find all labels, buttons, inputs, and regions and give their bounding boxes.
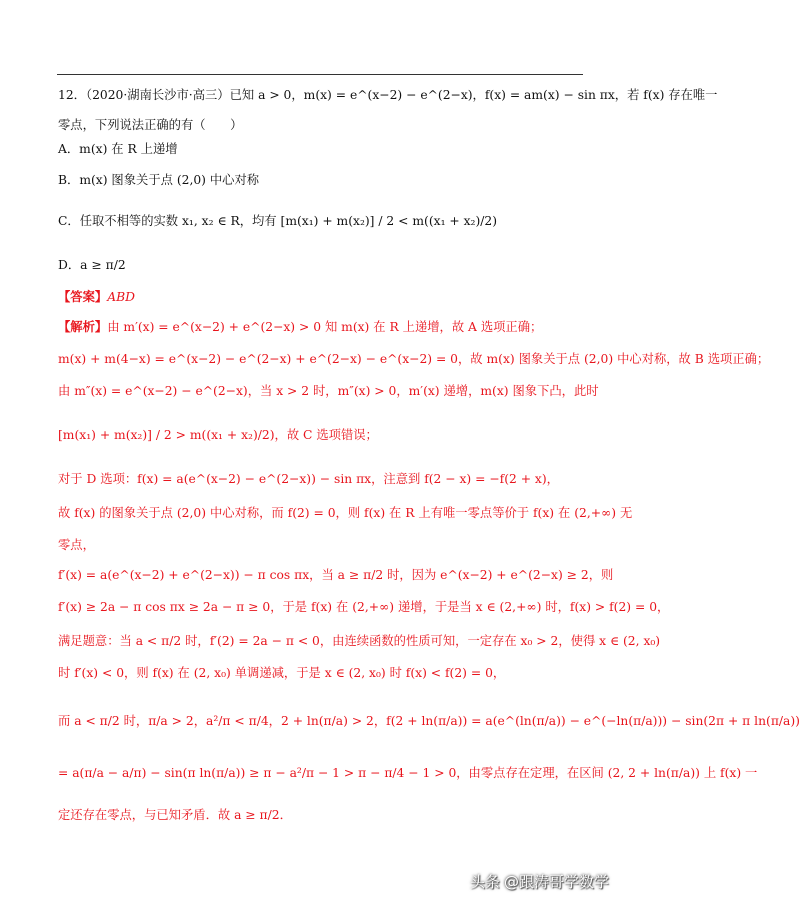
analysis-line-11: 时 f′(x) < 0，则 f(x) 在 (2, x₀) 单调递减，于是 x ∈ (2, x₀) 时 f(x) < f(2) = 0，: [58, 666, 506, 680]
analysis-tag: 【解析】: [58, 319, 108, 334]
watermark-platform: 头条: [470, 872, 501, 891]
analysis-line-8: f′(x) = a(e^(x−2) + e^(2−x)) − π cos πx，当 a ≥ π/2 时，因为 e^(x−2) + e^(2−x) ≥ 2，则: [58, 568, 614, 582]
analysis-line-9: f′(x) ≥ 2a − π cos πx ≥ 2a − π ≥ 0，于是 f(x) 在 (2,+∞) 递增，于是当 x ∈ (2,+∞) 时，f(x) > f(2) = 0，: [58, 600, 670, 614]
option-b: B．m(x) 图象关于点 (2,0) 中心对称: [58, 173, 260, 187]
analysis-line-5: 对于 D 选项：f(x) = a(e^(x−2) − e^(2−x)) − sin πx，注意到 f(2 − x) = −f(2 + x)，: [58, 472, 559, 486]
question-stem-line2: 零点，下列说法正确的有（ ）: [58, 118, 243, 132]
analysis-line-4: [m(x₁) + m(x₂)] / 2 > m((x₁ + x₂)/2)，故 C 选项错误；: [58, 428, 378, 442]
analysis-line-10: 满足题意：当 a < π/2 时，f′(2) = 2a − π < 0，由连续函数的性质可知，一定存在 x₀ > 2，使得 x ∈ (2, x₀): [58, 634, 661, 648]
analysis-line-1: 【解析】由 m′(x) = e^(x−2) + e^(2−x) > 0 知 m(x) 在 R 上递增，故 A 选项正确；: [58, 319, 543, 334]
question-stem-line1: 12．（2020·湖南长沙市·高三）已知 a > 0，m(x) = e^(x−2) − e^(2−x)，f(x) = am(x) − sin πx，若 f(x) 存在唯一: [58, 88, 718, 102]
answer-tag: 【答案】: [58, 289, 108, 304]
analysis-line-6: 故 f(x) 的图象关于点 (2,0) 中心对称，而 f(2) = 0，则 f(x) 在 R 上有唯一零点等价于 f(x) 在 (2,+∞) 无: [58, 506, 633, 520]
top-rule: [57, 74, 583, 75]
analysis-line-2: m(x) + m(4−x) = e^(x−2) − e^(2−x) + e^(2−x) − e^(x−2) = 0，故 m(x) 图象关于点 (2,0) 中心对称，故 B 选项正确；: [58, 352, 770, 366]
watermark: [470, 868, 635, 894]
analysis-line-3: 由 m″(x) = e^(x−2) − e^(2−x)，当 x > 2 时，m″(x) > 0，m′(x) 递增，m(x) 图象下凸，此时: [58, 384, 599, 398]
option-c: C．任取不相等的实数 x₁, x₂ ∈ R，均有 [m(x₁) + m(x₂)] / 2 < m((x₁ + x₂)/2): [58, 214, 498, 228]
analysis-line-13: = a(π/a − a/π) − sin(π ln(π/a)) ≥ π − a²/π − 1 > π − π/4 − 1 > 0，由零点存在定理，在区间 (2, 2 + ln(π/a)) 上 f(x) 一: [58, 766, 758, 780]
answer-value: ABD: [107, 290, 135, 304]
analysis-line-12: 而 a < π/2 时，π/a > 2，a²/π < π/4，2 + ln(π/a) > 2，f(2 + ln(π/a)) = a(e^(ln(π/a)) − e^(−ln(π/a))) − sin(2π + π ln(π/a)): [58, 714, 800, 728]
analysis-line-14: 定还存在零点，与已知矛盾．故 a ≥ π/2．: [58, 808, 292, 822]
watermark-handle: @跟涛哥学数学: [504, 872, 610, 891]
analysis-line-7: 零点，: [58, 538, 95, 552]
option-a: A．m(x) 在 R 上递增: [58, 142, 178, 156]
answer-row: [58, 288, 586, 306]
option-d: D．a ≥ π/2: [58, 258, 126, 272]
